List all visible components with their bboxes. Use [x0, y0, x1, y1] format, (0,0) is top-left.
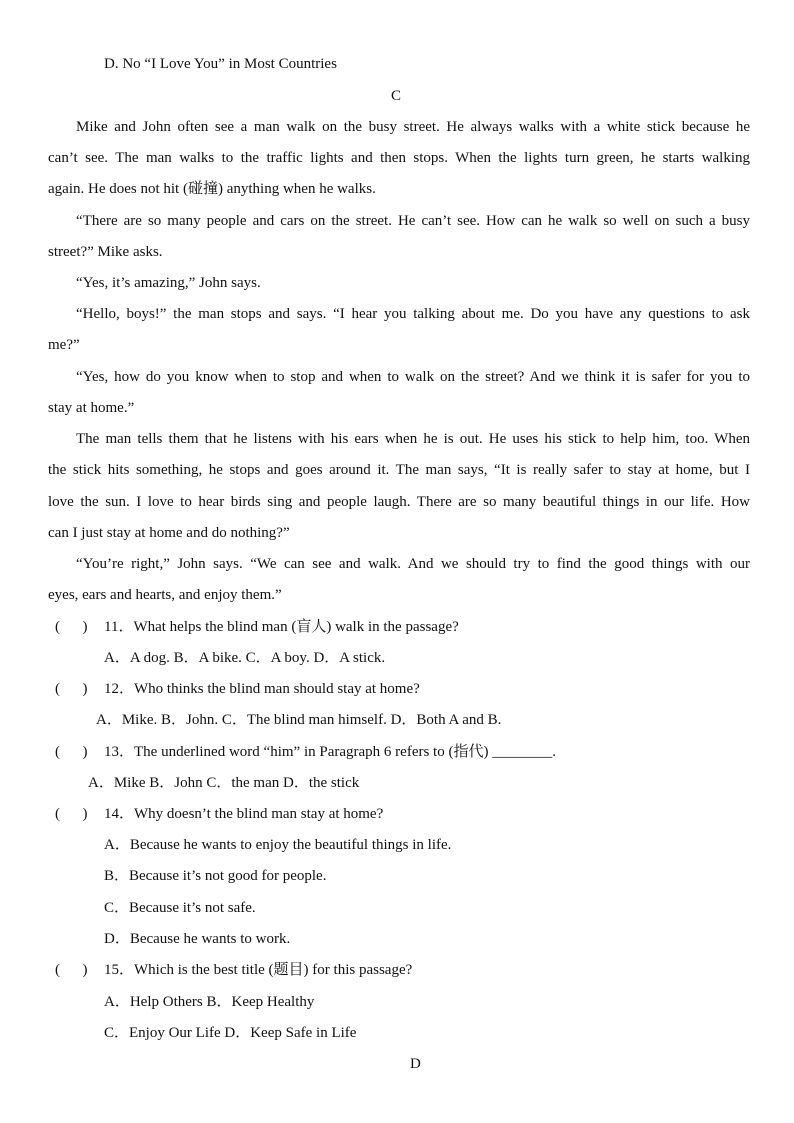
passage-line: me?” — [48, 337, 80, 353]
option-d: D．Because he wants to work. — [104, 931, 291, 947]
passage-line: the stick hits something, he stops and goes around it. The man says, “It is really safer to stay at home, but I — [48, 462, 750, 478]
previous-option-d: D. No “I Love You” in Most Countries — [104, 56, 337, 72]
passage-line: again. He does not hit (碰撞) anything when he walks. — [48, 181, 376, 197]
passage-line: “Hello, boys!” the man stops and says. “I hear you talking about me. Do you have any questions to ask — [76, 306, 750, 322]
passage-line: “Yes, it’s amazing,” John says. — [76, 275, 261, 291]
question-text: 12．Who thinks the blind man should stay at home? — [104, 681, 420, 697]
question-options: A．Mike B．John C．the man D．the stick — [88, 775, 360, 791]
passage-line: street?” Mike asks. — [48, 244, 163, 260]
passage-line: can’t see. The man walks to the traffic lights and then stops. When the lights turn green, he starts walking — [48, 150, 750, 166]
question-text: 11．What helps the blind man (盲人) walk in the passage? — [104, 619, 459, 635]
question-options: A．A dog. B．A bike. C．A boy. D．A stick. — [104, 650, 386, 666]
passage-line: “You’re right,” John says. “We can see and walk. And we should try to find the good things with our — [76, 556, 750, 572]
answer-blank[interactable]: ( ) — [55, 619, 88, 635]
options-row-2: C．Enjoy Our Life D．Keep Safe in Life — [104, 1025, 357, 1041]
question-text: 15．Which is the best title (题目) for this passage? — [104, 962, 413, 978]
section-heading-c: C — [391, 88, 402, 104]
answer-blank[interactable]: ( ) — [55, 744, 88, 760]
option-a: A．Because he wants to enjoy the beautiful things in life. — [104, 837, 452, 853]
options-row-1: A．Help Others B．Keep Healthy — [104, 994, 315, 1010]
passage-line: “Yes, how do you know when to stop and when to walk on the street? And we think it is safer for you to — [76, 369, 750, 385]
passage-line: Mike and John often see a man walk on the busy street. He always walks with a white stick because he — [76, 119, 750, 135]
passage-line: stay at home.” — [48, 400, 135, 416]
option-c: C．Because it’s not safe. — [104, 900, 256, 916]
answer-blank[interactable]: ( ) — [55, 681, 88, 697]
passage-line: can I just stay at home and do nothing?” — [48, 525, 290, 541]
answer-blank[interactable]: ( ) — [55, 806, 88, 822]
passage-line: “There are so many people and cars on the street. He can’t see. How can he walk so well on such a busy — [76, 213, 750, 229]
passage-line: The man tells them that he listens with his ears when he is out. He uses his stick to help him, too. When — [76, 431, 750, 447]
question-text: 14．Why doesn’t the blind man stay at home? — [104, 806, 384, 822]
question-text: 13．The underlined word “him” in Paragraph 6 refers to (指代) ________. — [104, 744, 556, 760]
option-b: B．Because it’s not good for people. — [104, 868, 327, 884]
answer-blank[interactable]: ( ) — [55, 962, 88, 978]
question-options: A．Mike. B．John. C．The blind man himself. D．Both A and B. — [96, 712, 502, 728]
passage-line: eyes, ears and hearts, and enjoy them.” — [48, 587, 282, 603]
section-heading-d: D — [410, 1056, 421, 1072]
passage-line: love the sun. I love to hear birds sing and people laugh. There are so many beautiful things in our life. How — [48, 494, 750, 510]
